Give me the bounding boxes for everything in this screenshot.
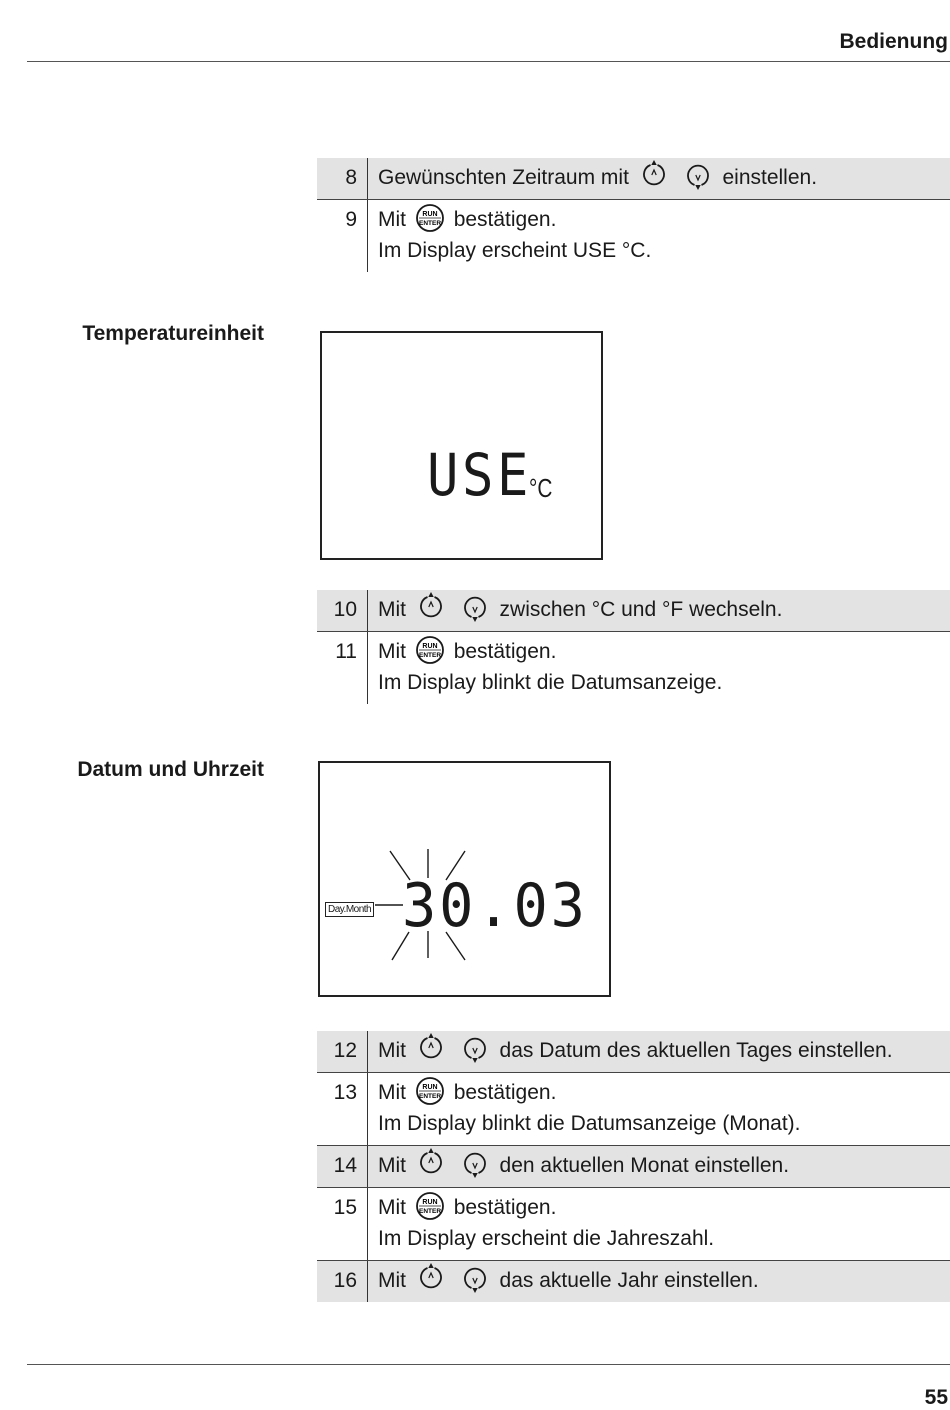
step-text-pre: Mit bbox=[378, 1196, 406, 1219]
step-text-pre: Mit bbox=[378, 640, 406, 663]
step-text-post: einstellen. bbox=[722, 166, 817, 189]
step-row bbox=[317, 1188, 950, 1260]
step-text-pre: Mit bbox=[378, 208, 406, 231]
step-row bbox=[317, 1073, 950, 1145]
step-text-post: bestätigen. bbox=[454, 640, 557, 663]
up-key-icon bbox=[638, 160, 670, 190]
step-text-pre: Mit bbox=[378, 1154, 406, 1177]
lcd-display-date bbox=[318, 761, 611, 997]
svg-text:RUN: RUN bbox=[422, 211, 437, 218]
steps-table-b bbox=[317, 590, 950, 704]
run-enter-key-icon bbox=[415, 635, 445, 665]
step-text bbox=[368, 1031, 950, 1073]
step-text-pre: Mit bbox=[378, 1039, 406, 1062]
step-row bbox=[317, 1145, 950, 1187]
step-text bbox=[368, 632, 950, 704]
step-number: 8 bbox=[317, 158, 368, 200]
step-row bbox=[317, 632, 950, 704]
up-key-icon bbox=[415, 1263, 447, 1293]
header-title: Bedienung bbox=[840, 30, 949, 54]
run-enter-key-icon bbox=[415, 203, 445, 233]
lcd-display-temperature bbox=[320, 331, 603, 560]
svg-text:ENTER: ENTER bbox=[419, 220, 441, 227]
step-number: 15 bbox=[317, 1188, 368, 1260]
step-text-post: das Datum des aktuellen Tages einstellen. bbox=[500, 1039, 893, 1062]
step-text bbox=[368, 1188, 950, 1260]
down-key-icon bbox=[459, 1263, 491, 1293]
step-text-pre: Mit bbox=[378, 1269, 406, 1292]
step-number: 10 bbox=[317, 590, 368, 632]
svg-text:RUN: RUN bbox=[422, 643, 437, 650]
step-text-post: bestätigen. bbox=[454, 208, 557, 231]
section-label-temperature: Temperatureinheit bbox=[28, 322, 264, 346]
page-number: 55 bbox=[925, 1386, 948, 1410]
step-number: 9 bbox=[317, 200, 368, 272]
step-number: 16 bbox=[317, 1260, 368, 1302]
steps-table-c bbox=[317, 1031, 950, 1302]
lcd-text: USE bbox=[427, 445, 532, 505]
svg-text:ENTER: ENTER bbox=[419, 1208, 441, 1215]
step-text-line2: Im Display erscheint USE °C. bbox=[378, 239, 651, 262]
step-text bbox=[368, 1073, 950, 1145]
run-enter-key-icon bbox=[415, 1191, 445, 1221]
step-text-line2: Im Display blinkt die Datumsanzeige (Monat). bbox=[378, 1112, 801, 1135]
lcd-date-tag: Day.Month bbox=[325, 902, 374, 917]
step-row bbox=[317, 158, 950, 200]
step-row bbox=[317, 1260, 950, 1302]
step-text bbox=[368, 590, 950, 632]
step-text-post: zwischen °C und °F wechseln. bbox=[500, 598, 783, 621]
step-text bbox=[368, 200, 950, 272]
lcd-unit: °C bbox=[529, 473, 552, 504]
step-text-line2: Im Display blinkt die Datumsanzeige. bbox=[378, 671, 722, 694]
down-key-icon bbox=[459, 1033, 491, 1063]
run-enter-key-icon bbox=[415, 1076, 445, 1106]
step-text bbox=[368, 1145, 950, 1187]
step-row bbox=[317, 200, 950, 272]
step-text-pre: Mit bbox=[378, 1081, 406, 1104]
footer-divider bbox=[27, 1364, 950, 1365]
step-text-line2: Im Display erscheint die Jahreszahl. bbox=[378, 1227, 714, 1250]
step-text bbox=[368, 158, 950, 200]
step-text bbox=[368, 1260, 950, 1302]
svg-text:RUN: RUN bbox=[422, 1084, 437, 1091]
svg-text:RUN: RUN bbox=[422, 1199, 437, 1206]
step-number: 13 bbox=[317, 1073, 368, 1145]
step-number: 14 bbox=[317, 1145, 368, 1187]
up-key-icon bbox=[415, 592, 447, 622]
step-number: 11 bbox=[317, 632, 368, 704]
step-text-post: bestätigen. bbox=[454, 1196, 557, 1219]
step-text-post: den aktuellen Monat einstellen. bbox=[500, 1154, 790, 1177]
step-text-pre: Mit bbox=[378, 598, 406, 621]
step-row bbox=[317, 1031, 950, 1073]
svg-text:ENTER: ENTER bbox=[419, 1093, 441, 1100]
section-label-date-time: Datum und Uhrzeit bbox=[28, 758, 264, 782]
step-text-post: das aktuelle Jahr einstellen. bbox=[500, 1269, 759, 1292]
step-number: 12 bbox=[317, 1031, 368, 1073]
step-row bbox=[317, 590, 950, 632]
down-key-icon bbox=[459, 1148, 491, 1178]
step-text-post: bestätigen. bbox=[454, 1081, 557, 1104]
lcd-date-value: 30.03 bbox=[402, 875, 588, 937]
steps-table-a bbox=[317, 158, 950, 272]
up-key-icon bbox=[415, 1148, 447, 1178]
down-key-icon bbox=[459, 592, 491, 622]
down-key-icon bbox=[682, 160, 714, 190]
up-key-icon bbox=[415, 1033, 447, 1063]
header-divider bbox=[27, 61, 950, 62]
step-text-pre: Gewünschten Zeitraum mit bbox=[378, 166, 629, 189]
svg-text:ENTER: ENTER bbox=[419, 652, 441, 659]
